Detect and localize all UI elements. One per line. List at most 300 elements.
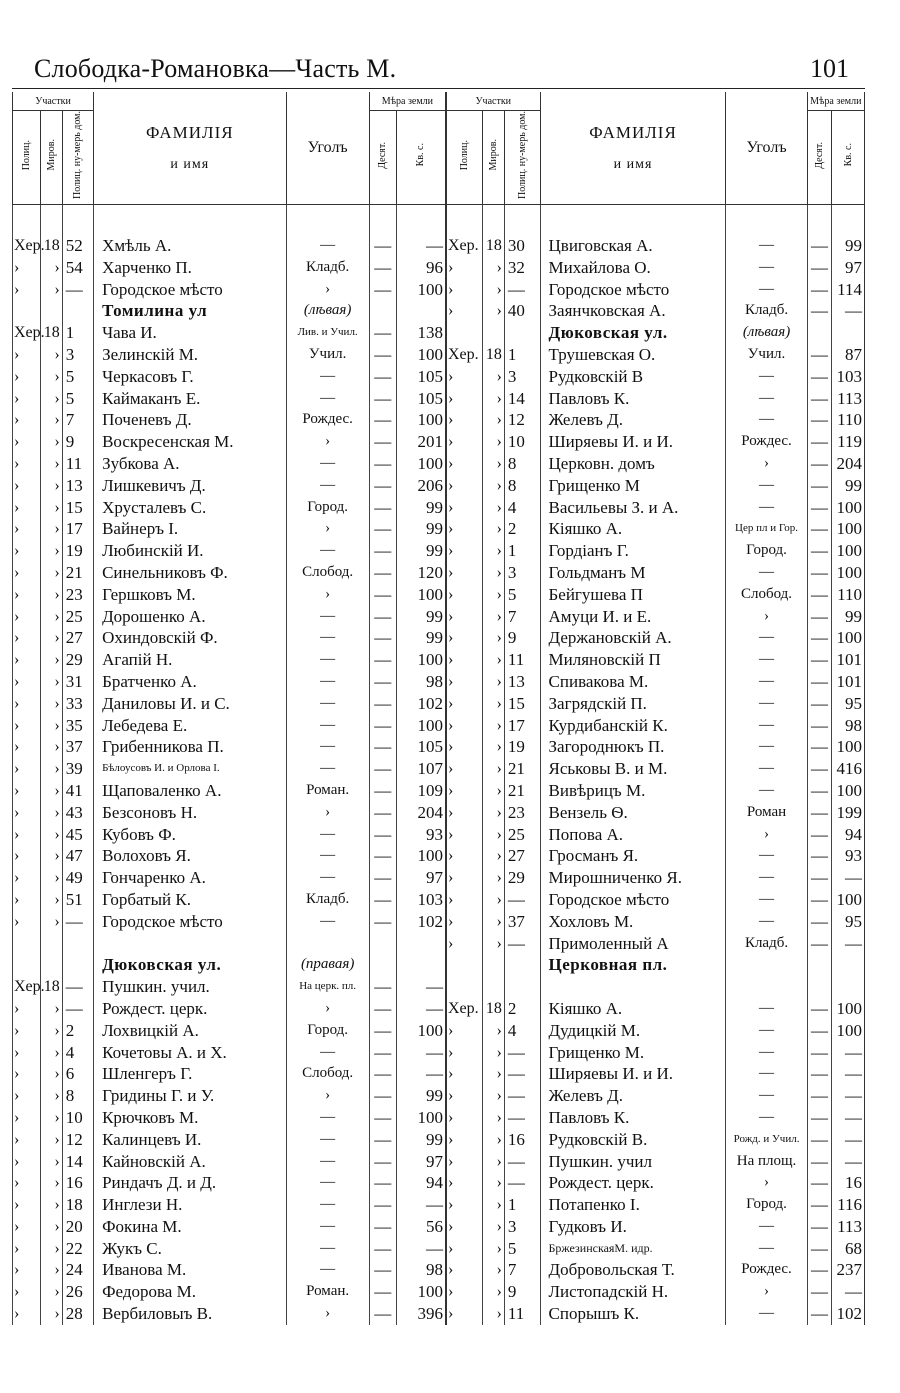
street-side: (лѣвая)	[726, 322, 807, 344]
kv-sazhen-value: 95	[832, 911, 865, 933]
desyatina-value: —	[807, 1085, 832, 1107]
polits-cell: ›	[13, 824, 41, 846]
kv-sazhen-value: 99	[396, 540, 446, 562]
kv-sazhen-value: —	[832, 1129, 865, 1151]
mirov-cell: ›	[41, 1238, 63, 1260]
owner-name: Добровольская Т.	[540, 1259, 726, 1281]
polits-cell: ›	[446, 1281, 483, 1303]
owner-name: Щаповаленко А.	[94, 780, 286, 802]
kv-sazhen-value: 237	[832, 1259, 865, 1281]
owner-name: Харченко П.	[94, 257, 286, 279]
corner-location: —	[726, 911, 807, 933]
house-number: 4	[504, 497, 540, 519]
mirov-cell: ›	[41, 693, 63, 715]
uchastki-header-right: Участки	[446, 92, 540, 111]
table-row	[13, 671, 865, 693]
house-number: 2	[504, 998, 540, 1020]
house-number: 5	[504, 584, 540, 606]
street-side: (правая)	[286, 954, 369, 976]
table-row	[13, 1259, 865, 1281]
owner-name: Зубкова А.	[94, 453, 286, 475]
uchastki-header: Участки	[13, 92, 94, 111]
mirov-cell: ›	[483, 300, 505, 322]
table-row	[13, 540, 865, 562]
corner-location: —	[286, 366, 369, 388]
owner-name: Фокина М.	[94, 1216, 286, 1238]
corner-location: На площ.	[726, 1151, 807, 1173]
corner-location: —	[726, 1216, 807, 1238]
polits-header	[13, 111, 41, 205]
mirov-cell: ›	[41, 780, 63, 802]
running-title: Слободка-Романовка—Часть М.	[34, 54, 397, 83]
polits-cell: ›	[13, 693, 41, 715]
mirov-cell: ›	[41, 1042, 63, 1064]
kv-sazhen-value: 113	[832, 1216, 865, 1238]
polits-cell: ›	[446, 497, 483, 519]
owner-name: Кубовъ Ф.	[94, 824, 286, 846]
desyatina-value: —	[807, 518, 832, 540]
kv-sazhen-value: 100	[832, 736, 865, 758]
desyatina-value: —	[807, 758, 832, 780]
left-polits-cell	[13, 300, 41, 322]
owner-name: Гольдманъ М	[540, 562, 726, 584]
desyatina-value: —	[369, 1085, 396, 1107]
familia-label-right: ФАМИЛІЯ	[589, 123, 677, 143]
mirov-cell: ›	[41, 998, 63, 1020]
polits-cell: ›	[446, 257, 483, 279]
corner-location: —	[726, 693, 807, 715]
kv-sazhen-value: —	[396, 1238, 446, 1260]
house-number: —	[504, 1107, 540, 1129]
kv-sazhen-value: 99	[396, 1085, 446, 1107]
owner-name: Бейгушева П	[540, 584, 726, 606]
owner-name: Хмѣль А.	[94, 235, 286, 257]
polits-cell: ›	[446, 1020, 483, 1042]
corner-location: Рожд. и Учил.	[726, 1129, 807, 1151]
mirov-cell: ›	[483, 824, 505, 846]
polits-cell: ›	[13, 431, 41, 453]
desyatina-value: —	[807, 540, 832, 562]
polits-cell: ›	[13, 1020, 41, 1042]
polits-cell: ›	[446, 1085, 483, 1107]
kv-sazhen-value: 204	[832, 453, 865, 475]
kv-sazhen-value: 99	[396, 627, 446, 649]
desyatina-value: —	[369, 845, 396, 867]
desyatina-value: —	[369, 802, 396, 824]
corner-location: Рождес.	[726, 431, 807, 453]
house-number: 19	[62, 540, 93, 562]
desyatina-value: —	[369, 736, 396, 758]
desyatina-value: —	[807, 824, 832, 846]
polits-cell: ›	[446, 1042, 483, 1064]
table-row	[13, 366, 865, 388]
mirov-cell: ›	[483, 1151, 505, 1173]
owner-name: Спивакова М.	[540, 671, 726, 693]
owner-name: Жукъ С.	[94, 1238, 286, 1260]
mirov-cell: ›	[483, 867, 505, 889]
left-house-number-cell	[62, 954, 93, 976]
kv-sazhen-value: 98	[396, 671, 446, 693]
house-number: —	[62, 998, 93, 1020]
kv-sazhen-value: —	[396, 1194, 446, 1216]
polits-number-header	[62, 111, 93, 205]
mirov-cell: ›	[483, 366, 505, 388]
table-row	[13, 976, 865, 998]
corner-location: Город.	[726, 1194, 807, 1216]
owner-name: Кайновскій А.	[94, 1151, 286, 1173]
mirov-cell: ›	[483, 802, 505, 824]
desyatina-value: —	[807, 802, 832, 824]
owner-name: Дудицкій М.	[540, 1020, 726, 1042]
owner-name: Гончаренко А.	[94, 867, 286, 889]
desyatina-value: —	[807, 1281, 832, 1303]
polits-cell: ›	[446, 933, 483, 955]
polits-cell: ›	[446, 1194, 483, 1216]
owner-name: Городское мѣсто	[540, 279, 726, 301]
right-polits-cell	[446, 322, 483, 344]
kv-sazhen-value: 100	[832, 562, 865, 584]
kv-sazhen-value: 107	[396, 758, 446, 780]
mirov-cell: ›	[483, 1303, 505, 1325]
house-number: —	[504, 1172, 540, 1194]
polits-cell: ›	[446, 409, 483, 431]
desyatina-value: —	[807, 279, 832, 301]
house-number: 5	[62, 388, 93, 410]
mirov-cell: ›	[483, 671, 505, 693]
kv-sazhen-value: 99	[396, 497, 446, 519]
corner-location: Кладб.	[726, 933, 807, 955]
desyatina-value: —	[369, 824, 396, 846]
desyat-label-right: Десят.	[813, 141, 825, 169]
house-number: 30	[504, 235, 540, 257]
desyat-header-right	[807, 111, 832, 205]
polits-cell: ›	[13, 540, 41, 562]
house-number: 10	[504, 431, 540, 453]
table-row	[13, 824, 865, 846]
owner-name: Листопадскій Н.	[540, 1281, 726, 1303]
polits-cell: ›	[446, 867, 483, 889]
mirov-cell: ›	[41, 409, 63, 431]
polits-cell: Хер.	[446, 344, 483, 366]
mirov-cell: ›	[41, 715, 63, 737]
polits-cell: ›	[13, 998, 41, 1020]
kv-sazhen-value: 120	[396, 562, 446, 584]
kv-sazhen-value: 119	[832, 431, 865, 453]
right-mirov-cell	[483, 322, 505, 344]
spacer-cell	[369, 205, 396, 236]
owner-name: Рождест. церк.	[540, 1172, 726, 1194]
corner-location: —	[286, 475, 369, 497]
polits-cell: Хер.	[446, 998, 483, 1020]
table-row	[13, 1216, 865, 1238]
mirov-cell: ›	[41, 584, 63, 606]
kv-sazhen-value: —	[832, 933, 865, 955]
corner-location: Город.	[286, 497, 369, 519]
desyatina-value: —	[369, 431, 396, 453]
polits-cell: ›	[446, 562, 483, 584]
corner-location: Слобод.	[286, 1063, 369, 1085]
table-row	[13, 649, 865, 671]
kv-sazhen-value: 97	[832, 257, 865, 279]
mirov-cell: ›	[483, 1085, 505, 1107]
right-mirov-cell	[483, 976, 505, 998]
corner-location: —	[726, 1020, 807, 1042]
owner-name: Спорышъ К.	[540, 1303, 726, 1325]
corner-location: ›	[286, 998, 369, 1020]
corner-location: ›	[286, 1303, 369, 1325]
polits-cell: ›	[13, 1042, 41, 1064]
polits-cell: ›	[13, 627, 41, 649]
polits-cell: ›	[446, 1129, 483, 1151]
left-desyat-cell	[369, 933, 396, 955]
corner-location: ›	[286, 279, 369, 301]
mirov-cell: ›	[41, 1303, 63, 1325]
polits-header-right	[446, 111, 483, 205]
left-kv-s-cell	[396, 300, 446, 322]
house-number: 14	[62, 1151, 93, 1173]
mirov-cell: ›	[483, 279, 505, 301]
desyatina-value: —	[807, 845, 832, 867]
mirov-cell: ›	[41, 606, 63, 628]
desyatina-value: —	[807, 933, 832, 955]
mirov-cell: ›	[41, 1129, 63, 1151]
polits-cell: ›	[13, 1063, 41, 1085]
table-row	[13, 1281, 865, 1303]
mirov-cell: ›	[483, 497, 505, 519]
mirov-cell: ›	[483, 453, 505, 475]
owner-name: Кіяшко А.	[540, 518, 726, 540]
owner-name: Вербиловыъ В.	[94, 1303, 286, 1325]
polits-cell: ›	[446, 1216, 483, 1238]
table-row	[13, 431, 865, 453]
corner-location: —	[286, 824, 369, 846]
kv-sazhen-value: 100	[396, 845, 446, 867]
table-row	[13, 257, 865, 279]
corner-location: —	[286, 845, 369, 867]
street-heading: Томилина ул	[94, 300, 286, 322]
corner-location: —	[726, 736, 807, 758]
owner-name: Гридины Г. и У.	[94, 1085, 286, 1107]
mirov-cell: ›	[483, 1172, 505, 1194]
owner-name: Грищенко М	[540, 475, 726, 497]
owner-name: БржезинскаяМ. идр.	[540, 1238, 726, 1260]
corner-location: —	[726, 257, 807, 279]
polits-cell: ›	[446, 911, 483, 933]
corner-location: —	[726, 889, 807, 911]
owner-name: Миляновскій П	[540, 649, 726, 671]
owner-name: Агапій Н.	[94, 649, 286, 671]
spacer-cell	[62, 205, 93, 236]
house-number: —	[62, 279, 93, 301]
kv-sazhen-value: 103	[396, 889, 446, 911]
house-number: 18	[62, 1194, 93, 1216]
corner-location: —	[286, 736, 369, 758]
polits-cell: ›	[13, 279, 41, 301]
desyatina-value: —	[369, 1129, 396, 1151]
corner-location: Город.	[726, 540, 807, 562]
polits-label: Полиц.	[21, 139, 33, 171]
spacer-cell	[396, 205, 446, 236]
owner-name: Михайлова О.	[540, 257, 726, 279]
desyatina-value: —	[369, 1151, 396, 1173]
house-number: 24	[62, 1259, 93, 1281]
kv-sazhen-value: 103	[832, 366, 865, 388]
house-number: 29	[62, 649, 93, 671]
table-row	[13, 344, 865, 366]
mirov-cell: ›	[483, 627, 505, 649]
table-row	[13, 954, 865, 976]
mirov-cell: ›	[483, 649, 505, 671]
desyat-label: Десят.	[377, 141, 389, 169]
owner-name: Даниловы И. и С.	[94, 693, 286, 715]
owner-name: Лишкевичъ Д.	[94, 475, 286, 497]
polits-cell: ›	[446, 1238, 483, 1260]
corner-location: —	[726, 867, 807, 889]
corner-location: —	[286, 1238, 369, 1260]
corner-location: —	[726, 388, 807, 410]
polits-cell: ›	[13, 584, 41, 606]
desyatina-value: —	[369, 867, 396, 889]
polits-cell: ›	[13, 1216, 41, 1238]
corner-location: —	[726, 1085, 807, 1107]
corner-location: —	[726, 1042, 807, 1064]
mera-zemli-header-right: Мѣра земли	[807, 92, 864, 111]
table-row	[13, 388, 865, 410]
polits-cell: ›	[13, 845, 41, 867]
mirov-cell: ›	[41, 1259, 63, 1281]
house-number: 11	[62, 453, 93, 475]
mirov-cell: ›	[483, 736, 505, 758]
polits-cell: ›	[446, 1151, 483, 1173]
polits-cell: ›	[13, 911, 41, 933]
owner-name: Бѣлоусовъ И. и Орлова І.	[94, 758, 286, 780]
mirov-cell: ›	[41, 1194, 63, 1216]
desyatina-value: —	[807, 1063, 832, 1085]
mirov-cell: ›	[41, 518, 63, 540]
polits-cell: ›	[13, 715, 41, 737]
desyatina-value: —	[807, 1216, 832, 1238]
mirov-cell: ›	[41, 540, 63, 562]
polits-cell: ›	[446, 388, 483, 410]
corner-location: ›	[286, 802, 369, 824]
mirov-cell: ›	[483, 606, 505, 628]
house-number: 8	[62, 1085, 93, 1107]
kv-sazhen-value: 100	[832, 780, 865, 802]
owner-name: Поченевъ Д.	[94, 409, 286, 431]
mirov-cell: ›	[41, 453, 63, 475]
polits-cell: ›	[13, 562, 41, 584]
house-number: 21	[62, 562, 93, 584]
desyatina-value: —	[369, 409, 396, 431]
table-row	[13, 693, 865, 715]
owner-name: Вивѣрицъ М.	[540, 780, 726, 802]
owner-name: Грибенникова П.	[94, 736, 286, 758]
corner-location: На церк. пл.	[286, 976, 369, 998]
corner-location: —	[726, 780, 807, 802]
desyatina-value: —	[807, 562, 832, 584]
table-row	[13, 1303, 865, 1325]
mirov-label: Миров.	[45, 139, 57, 171]
kv-sazhen-value: 101	[832, 649, 865, 671]
desyatina-value: —	[369, 1107, 396, 1129]
owner-name: Зелинскій М.	[94, 344, 286, 366]
owner-name: Хохловъ М.	[540, 911, 726, 933]
owner-name: Лебедева Е.	[94, 715, 286, 737]
polits-cell: ›	[13, 867, 41, 889]
owner-name: Иванова М.	[94, 1259, 286, 1281]
owner-name: Дорошенко А.	[94, 606, 286, 628]
mirov-cell: ›	[483, 1042, 505, 1064]
desyatina-value: —	[807, 736, 832, 758]
polits-cell: ›	[446, 1303, 483, 1325]
kv-sazhen-value: 100	[832, 497, 865, 519]
corner-location: —	[726, 627, 807, 649]
corner-location: —	[726, 235, 807, 257]
desyatina-value: —	[807, 867, 832, 889]
corner-location: —	[726, 758, 807, 780]
corner-location: ›	[286, 584, 369, 606]
owner-name: Мирошниченко Я.	[540, 867, 726, 889]
polits-cell: ›	[446, 1172, 483, 1194]
house-number: 9	[504, 1281, 540, 1303]
polits-cell: ›	[446, 671, 483, 693]
left-mirov-cell	[41, 933, 63, 955]
corner-location: ›	[726, 1281, 807, 1303]
polits-cell: ›	[13, 1238, 41, 1260]
kv-sazhen-value: 100	[396, 715, 446, 737]
house-number: 12	[504, 409, 540, 431]
familia-header-right	[540, 92, 726, 205]
house-number: 5	[62, 366, 93, 388]
corner-location: —	[726, 649, 807, 671]
table-row	[13, 409, 865, 431]
polits-cell: ›	[446, 1259, 483, 1281]
desyatina-value: —	[807, 1172, 832, 1194]
owner-name: Крючковъ М.	[94, 1107, 286, 1129]
desyatina-value: —	[807, 693, 832, 715]
polits-cell: ›	[13, 606, 41, 628]
owner-name: Гершковъ М.	[94, 584, 286, 606]
house-number: 43	[62, 802, 93, 824]
mirov-cell: 18	[483, 344, 505, 366]
corner-location: —	[726, 1238, 807, 1260]
house-number: 35	[62, 715, 93, 737]
table-row	[13, 867, 865, 889]
house-number: 27	[504, 845, 540, 867]
polits-cell: ›	[446, 606, 483, 628]
kv-sazhen-value: 94	[832, 824, 865, 846]
kv-sazhen-value: 138	[396, 322, 446, 344]
house-number: 8	[504, 453, 540, 475]
desyatina-value: —	[807, 235, 832, 257]
owner-name: Яськовы В. и М.	[540, 758, 726, 780]
table-row	[13, 911, 865, 933]
mirov-cell: ›	[41, 1085, 63, 1107]
house-number: 21	[504, 780, 540, 802]
mirov-cell: ›	[483, 1020, 505, 1042]
owner-name: Церковн. домъ	[540, 453, 726, 475]
left-kv-s-cell	[396, 954, 446, 976]
corner-location: —	[726, 671, 807, 693]
corner-location: Роман.	[286, 1281, 369, 1303]
desyatina-value: —	[807, 627, 832, 649]
kv-sazhen-value: 99	[832, 475, 865, 497]
table-row	[13, 475, 865, 497]
table-row	[13, 715, 865, 737]
mirov-cell: ›	[483, 889, 505, 911]
polits-cell: ›	[13, 257, 41, 279]
house-number: 16	[504, 1129, 540, 1151]
